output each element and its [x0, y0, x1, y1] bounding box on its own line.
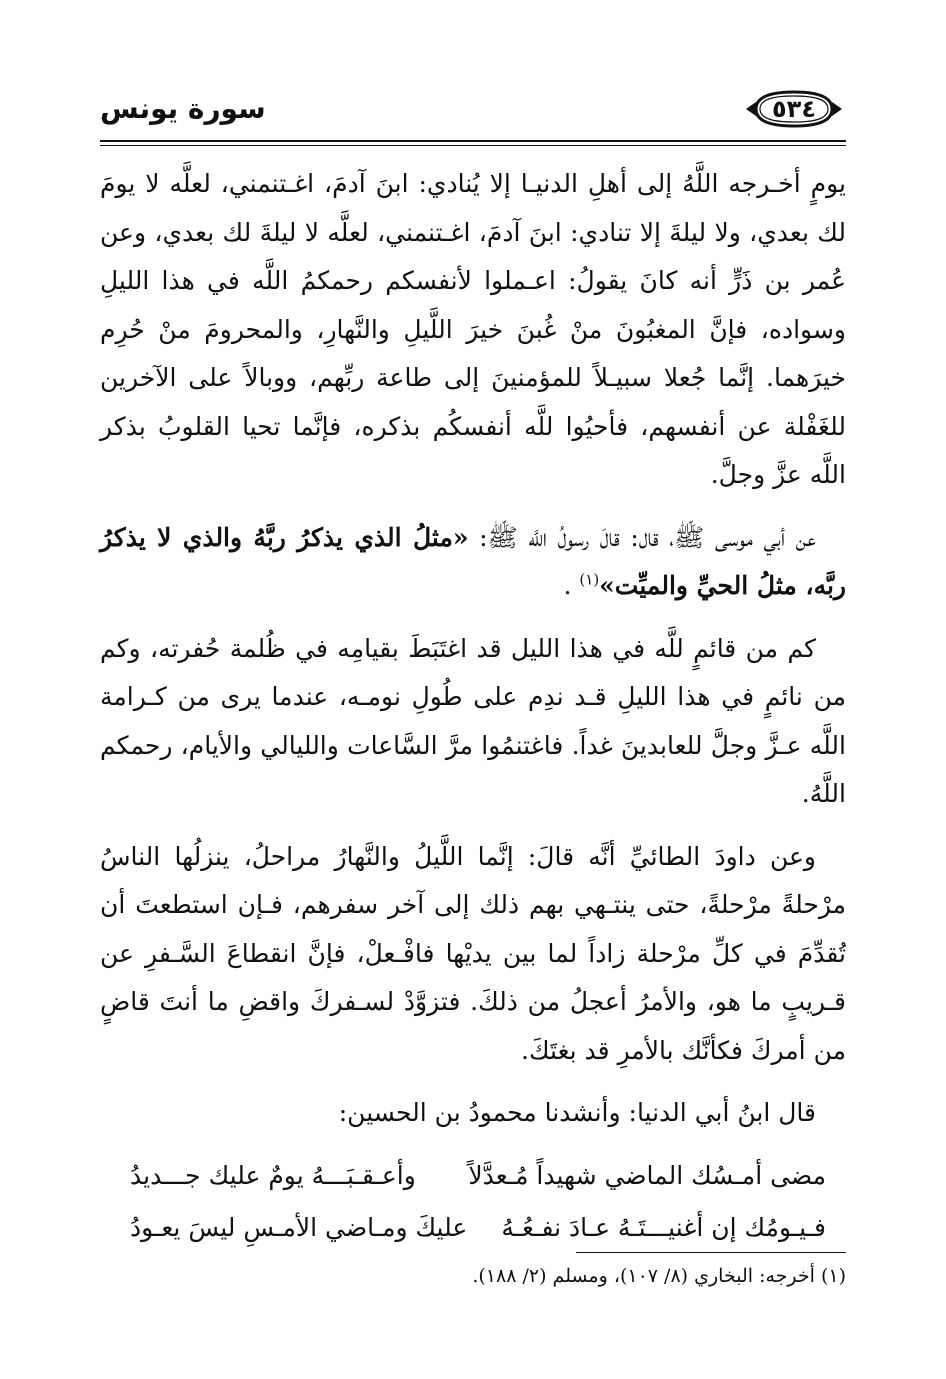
page-header	[100, 86, 846, 136]
page-number: ٥٣٤	[772, 95, 816, 123]
poem-line-2	[100, 1204, 846, 1253]
paragraph-2: كم من قائمٍ للَّه في هذا الليل قد اغتَبَطَ بقيامِه في ظُلمة حُفرته، وكم من نائمٍ في هذا الليلِ قـد ندِم على طُولِ نومـه، عندما يرى من كـرامة اللَّه عـزَّ وجلَّ للعابدينَ غداً. فاغتنمُوا مرَّ السَّاعات والليالي والأيام، رحمكم اللَّهُ.	[100, 633, 846, 808]
poem-hemistich: عليكَ ومـاضي الأمـسِ ليسَ يعـودُ	[130, 1213, 468, 1242]
header-rule	[100, 140, 846, 142]
poem-hemistich: مضى أمـسُك الماضي شهيداً مُـعدَّلاً	[468, 1160, 826, 1190]
page-number-badge	[742, 88, 846, 130]
surah-title: سورة يونس	[100, 92, 266, 125]
footnote-ref: (١)	[579, 570, 600, 589]
body-text	[100, 160, 846, 1257]
hadith-quote: «مثلُ الذي يذكرُ ربَّهُ والذي لا يذكرُ ربَّه، مثلُ الحيِّ والميِّت»	[100, 522, 846, 600]
footnote: (١) أخرجه: البخاري (٨/ ١٠٧)، ومسلم (٢/ ١٨٨).	[472, 1265, 846, 1287]
paragraph-3: وعن داودَ الطائيِّ أنَّه قالَ: إنَّما اللَّيلُ والنَّهارُ مراحلُ، ينزلُها الناسُ مرْحلةً مرْحلةً، حتى ينتـهي بهم ذلك إلى آخر سفرهم، فـإن استطعتَ أن تُقدِّمَ في كلِّ مرْحلة زاداً لما بين يديْها فافْـعلْ، فإنَّ انقطاعَ السَّـفرِ عن قـريبٍ ما هو، والأمرُ أعجلُ من ذلكَ. فتزوَّدْ لسـفركَ واقضِ ما أنتَ قاضٍ من أمركَ فكأنَّك بالأمرِ قد بغتَكَ.	[100, 841, 846, 1065]
footnote-rule	[576, 1252, 846, 1253]
poem-hemistich: وأعـقـبَـــهُ يومٌ عليك جـــديدُ	[130, 1160, 416, 1190]
hadith-intro: عن أبي موسى ﷺ، قال: قالَ رسولُ اللَّه ﷺ:	[479, 522, 816, 552]
paragraph-4: قال ابنُ أبي الدنيا: وأنشدنا محمودُ بن الحسين:	[338, 1098, 816, 1127]
header-rule-thin	[100, 145, 846, 146]
paragraph-1: يومٍ أخـرجه اللَّهُ إلى أهلِ الدنيـا إلا يُنادي: ابنَ آدمَ، اغـتنمني، لعلَّه لا يومَ لك بعدي، ولا ليلةَ إلا تنادي: ابنَ آدمَ، اغـتنمني، لعلَّه لا ليلةَ لك بعدي، وعن عُمر بن ذَرٍّ أنه كانَ يقولُ: اعـملوا لأنفسكم رحمكمُ اللَّه في هذا الليلِ وسواده، فإنَّ المغبُونَ منْ غُبنَ خيرَ اللَّيلِ والنَّهارِ، والمحرومَ منْ حُرِم خيرَهما. إنَّما جُعلا سبيـلاً للمؤمنينَ إلى طاعة ربِّهم، ووبالاً على الآخرين للغَفْلة عن أنفسهم، فأحيُوا للَّه أنفسكُم بذكره، فإنَّما تحيا القلوبُ بذكر اللَّه عزَّ وجلَّ.	[100, 169, 846, 489]
hadith-end: .	[563, 571, 580, 600]
poem-line-1	[100, 1152, 846, 1201]
hadith-paragraph	[100, 514, 846, 611]
poem-hemistich: فـيـومُك إن أغنيـــتَـهُ عـادَ نفـعُـهُ	[501, 1213, 826, 1242]
